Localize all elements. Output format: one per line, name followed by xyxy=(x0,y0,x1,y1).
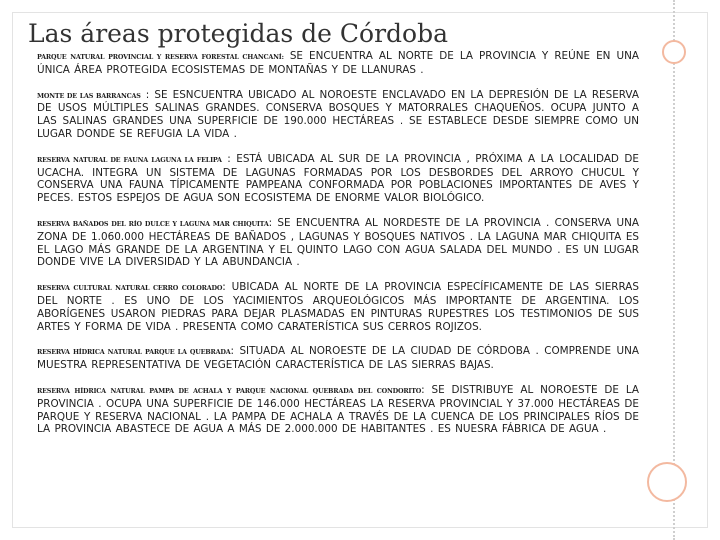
section-label: PARQUE NATURAL PROVINCIAL Y RESERVA FORESTAL CHANCANÍ: xyxy=(37,53,284,61)
section-la-quebrada xyxy=(37,345,639,372)
decorative-circle-large xyxy=(647,462,687,502)
page-title: Las áreas protegidas de Córdoba xyxy=(28,19,448,48)
section-label: RESERVA HÍDRICA NATURAL PARQUE LA QUEBRADA xyxy=(37,348,231,357)
section-label: RESERVA NATURAL DE FAUNA LAGUNA LA FELIPA xyxy=(37,155,222,164)
section-monte-barrancas xyxy=(37,89,639,141)
section-pampa-achala xyxy=(37,384,639,436)
section-text: : SE DISTRIBUYE AL NOROESTE DE LA PROVINCIA . OCUPA UNA SUPERFICIE DE 146.000 HECTÁREAS LA RESERVA PROVINCIAL Y 37.000 HECTÁREAS DE PARQUE Y RESERVA NACIONAL . LA PAMPA DE ACHALA A TRAVÉS DE LA CUENCA DE LOS PRINCIPALES RÍOS DE LA PROVINCIA ABASTECE DE AGUA A MÁS DE 2.000.000 DE HABITANTES . ES NUESRA FÁBRICA DE AGUA . xyxy=(37,383,639,436)
decorative-dotted-line xyxy=(673,0,675,540)
section-label: RESERVA CULTURAL NATURAL CERRO COLORADO xyxy=(37,284,223,293)
section-label: RESERVA HÍDRICA NATURAL PAMPA DE ACHALA Y PARQUE NACIONAL QUEBRADA DEL CONDORITO xyxy=(37,386,422,395)
decorative-circle-small xyxy=(662,40,686,64)
section-text: : SE ESNCUENTRA UBICADO AL NOROESTE ENCLAVADO EN LA DEPRESIÓN DE LA RESERVA DE USOS MÚLTIPLES SALINAS GRANDES. CONSERVA BOSQUES Y MATORRALES CHAQUEÑOS. OCUPA JUNTO A LAS SALINAS GRANDES UNA SUPERFICIE DE 190.000 HECTÁREAS . SE ESTABLECE DESDE SIEMPRE COMO UN LUGAR DONDE SE REFUGIA LA VIDA . xyxy=(37,88,639,140)
section-laguna-felipa xyxy=(37,153,639,205)
section-text: SE ENCUENTRA AL NORTE DE LA PROVINCIA Y REÚNE EN UNA ÚNICA ÁREA PROTEGIDA ECOSISTEMAS DE MONTAÑAS Y DE LLANURAS . xyxy=(37,50,639,76)
section-label: MONTE DE LAS BARRANCAS xyxy=(37,91,141,100)
section-label: RESERVA BAÑADOS DEL RÍO DULCE Y LAGUNA MAR CHIQUITA xyxy=(37,219,269,228)
section-mar-chiquita xyxy=(37,217,639,269)
slide-body xyxy=(37,50,639,448)
section-text: : SITUADA AL NOROESTE DE LA CIUDAD DE CÓRDOBA . COMPRENDE UNA MUESTRA REPRESENTATIVA DE VEGETACIÓN CARACTERÍSTICA DE LAS SIERRAS BAJAS. xyxy=(37,345,639,372)
section-chancani xyxy=(37,50,639,77)
section-text: : SE ENCUENTRA AL NORDESTE DE LA PROVINCIA . CONSERVA UNA ZONA DE 1.060.000 HECTÁREAS DE BAÑADOS , LAGUNAS Y BOSQUES NATIVOS . LA LAGUNA MAR CHIQUITA ES EL LAGO MÁS GRANDE DE LA ARGENTINA Y EL QUINTO LAGO CON AGUA SALADA DEL MUNDO . ES UN LUGAR DONDE VIVE LA DIVERSIDAD Y LA ABUNDANCIA . xyxy=(37,216,639,269)
section-text: : ESTÁ UBICADA AL SUR DE LA PROVINCIA , PRÓXIMA A LA LOCALIDAD DE UCACHA. INTEGRA UN SISTEMA DE LAGUNAS FORMADAS POR LOS DESBORDES DEL ARROYO CHUCUL Y CONSERVA UNA FAUNA TÍPICAMENTE PAMPEANA CONFORMADA POR POBLACIONES IMPORTANTES DE AVES Y PECES. ESTOS ESPEJOS DE AGUA SON ECOSISTEMA DE ENORME VALOR BIOLÓGICO. xyxy=(37,152,639,205)
section-text: : UBICADA AL NORTE DE LA PROVINCIA ESPECÍFICAMENTE DE LAS SIERRAS DEL NORTE . ES UNO DE LOS YACIMIENTOS ARQUEOLÓGICOS MÁS IMPORTANTE DE ARGENTINA. LOS ABORÍGENES USARON PIEDRAS PARA DEJAR PLASMADAS EN PINTURAS RUPESTRES LOS TESTIMONIOS DE SUS ARTES Y FORMA DE VIDA . PRESENTA COMO CARATERÍSTICA SUS CERROS ROJIZOS. xyxy=(37,281,639,333)
section-cerro-colorado xyxy=(37,281,639,333)
